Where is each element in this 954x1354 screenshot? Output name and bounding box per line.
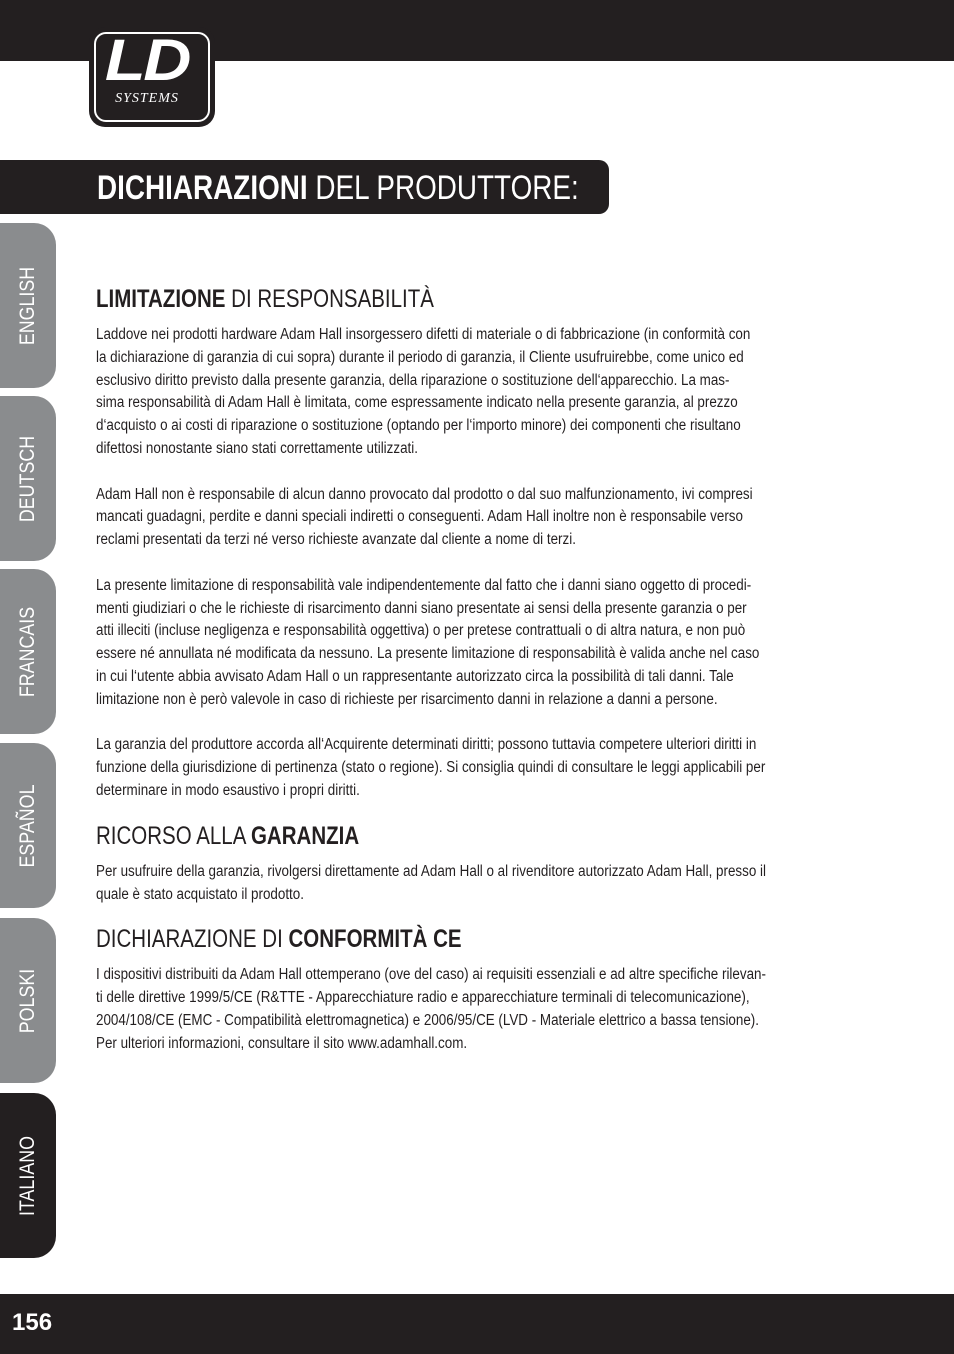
text-line: mancati guadagni, perdite e danni speciali indiretti o conseguenti. Adam Hall inoltre non è responsabile verso	[96, 508, 743, 526]
tab-label: ENGLISH	[16, 266, 39, 345]
main-content	[96, 282, 861, 1056]
heading-warranty	[96, 819, 723, 853]
logo-letters: LD	[104, 28, 190, 93]
text-line: difettosi nonostante siano stati correttamente utilizzati.	[96, 439, 418, 457]
heading-rest: DI RESPONSABILITÀ	[225, 285, 434, 313]
text-line: quale è stato acquistato il prodotto.	[96, 885, 304, 903]
tab-label: DEUTSCH	[16, 435, 39, 522]
ld-systems-logo	[89, 27, 215, 127]
text-line: Laddove nei prodotti hardware Adam Hall insorgessero difetti di materiale o di fabbricazione (in conformità con	[96, 326, 751, 343]
tab-polski[interactable]	[0, 918, 56, 1083]
paragraph-limitation-3	[96, 575, 758, 712]
text-line: 2004/108/CE (EMC - Compatibilità elettromagnetica) e 2006/95/CE (LVD - Materiale elettrico a bassa tensione).	[96, 1011, 760, 1029]
text-line: funzione della giurisdizione di pertinenza (stato o regione). Si consiglia quindi di consultare le leggi applicabili per	[96, 759, 766, 777]
page-title-rest: DEL PRODUTTORE:	[307, 169, 579, 207]
text-line: determinare in modo esaustivo i propri diritti.	[96, 781, 360, 799]
tab-label: ESPAÑOL	[16, 783, 39, 868]
paragraph-limitation-2	[96, 484, 758, 552]
heading-limitation	[96, 282, 723, 316]
text-line: sima responsabilità di Adam Hall è limitata, come espressamente indicato nella presente garanzia, al prezzo	[96, 394, 738, 412]
text-line: reclami presentati da terzi né verso richieste avanzate dal cliente a nome di terzi.	[96, 531, 576, 549]
page-title	[97, 166, 579, 210]
page-number: 156	[12, 1309, 53, 1336]
heading-bold: CONFORMITÀ CE	[288, 925, 462, 954]
paragraph-limitation-1	[96, 324, 758, 461]
text-line: Per ulteriori informazioni, consultare il sito www.adamhall.com.	[96, 1034, 468, 1052]
heading-rest: RICORSO ALLA	[96, 821, 251, 850]
logo-subtitle: SYSTEMS	[115, 91, 179, 106]
text-line: esclusivo diritto previsto dalla presente garanzia, della riparazione o sostituzione dell‘apparecchio. La mas-	[96, 371, 730, 389]
tab-label: ITALIANO	[16, 1135, 39, 1216]
paragraph-conformity	[96, 964, 766, 1055]
text-line: in cui l‘utente abbia avvisato Adam Hall o un rappresentante autorizzato circa la possibilità di tali danni. Tale	[96, 667, 734, 685]
tab-english[interactable]	[0, 223, 56, 388]
page-title-bold: DICHIARAZIONI	[97, 169, 308, 207]
paragraph-warranty	[96, 861, 766, 907]
paragraph-limitation-4	[96, 734, 766, 802]
text-line: Adam Hall non è responsabile di alcun danno provocato dal prodotto o dal suo malfunzionamento, ivi compresi	[96, 485, 753, 503]
text-line: atti illeciti (incluse negligenza e responsabilità oggettiva) o per pretese contrattuali o di altra natura, e non può	[96, 622, 746, 640]
tab-label: FRANCAIS	[16, 606, 39, 697]
tab-francais[interactable]	[0, 569, 56, 734]
heading-rest: DICHIARAZIONE DI	[96, 925, 289, 954]
text-line: Per usufruire della garanzia, rivolgersi direttamente ad Adam Hall o al rivenditore autorizzato Adam Hall, presso il	[96, 862, 766, 880]
bottom-bar	[0, 1294, 954, 1354]
tab-label: POLSKI	[16, 968, 39, 1033]
text-line: d‘acquisto o ai costi di riparazione o sostituzione (optando per l‘importo minore) dei componenti che risultano	[96, 417, 741, 435]
heading-bold: GARANZIA	[250, 821, 360, 850]
tab-italiano[interactable]	[0, 1093, 56, 1258]
heading-bold: LIMITAZIONE	[96, 285, 226, 313]
text-line: menti giudiziari o che le richieste di risarcimento danni siano presentate ai sensi della presente garanzia o per	[96, 599, 747, 617]
text-line: La presente limitazione di responsabilità vale indipendentemente dal fatto che i danni siano oggetto di procedi-	[96, 576, 752, 594]
text-line: la dichiarazione di garanzia di cui sopra) durante il periodo di garanzia, il Cliente usufruirebbe, come unico ed	[96, 348, 744, 366]
text-line: limitazione non è però valevole in caso di richieste per risarcimento danni in relazione a danni a persone.	[96, 690, 718, 708]
tab-espanol[interactable]	[0, 743, 56, 908]
heading-conformity	[96, 922, 723, 956]
text-line: La garanzia del produttore accorda all‘Acquirente determinati diritti; possono tuttavia competere ulteriori diritti in	[96, 736, 757, 754]
text-line: I dispositivi distribuiti da Adam Hall ottemperano (ove del caso) ai requisiti essenziali e ad altre specifiche rilevan-	[96, 966, 766, 984]
text-line: ti delle direttive 1999/5/CE (R&TTE - Apparecchiature radio e apparecchiature terminali di telecomunicazione),	[96, 989, 750, 1007]
tab-deutsch[interactable]	[0, 396, 56, 561]
text-line: essere né annullata né modificata da nessuno. La presente limitazione di responsabilità è valida anche nel caso	[96, 645, 760, 663]
